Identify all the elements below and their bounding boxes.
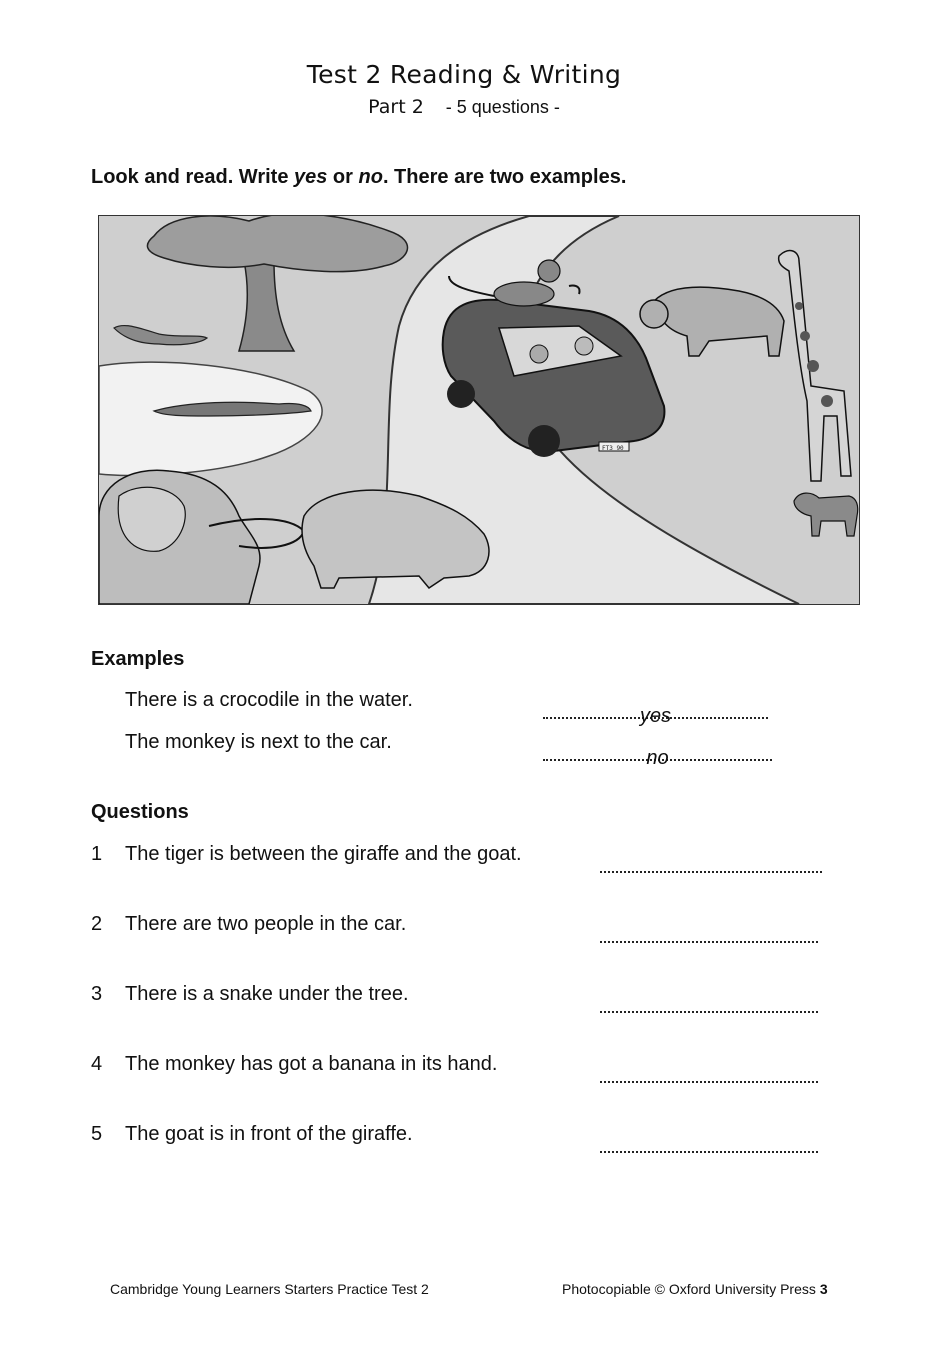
question-number: 4	[91, 1053, 103, 1075]
example-answer-line	[543, 705, 768, 727]
question-row	[91, 1123, 831, 1153]
question-number: 2	[91, 913, 103, 935]
question-text: There are two people in the car.	[125, 913, 407, 935]
example-answer-line	[543, 747, 772, 769]
instruction-word-no: no	[358, 166, 383, 188]
example-row	[91, 731, 831, 769]
question-row	[91, 1053, 831, 1083]
example-answer: yes	[639, 705, 672, 727]
license-plate: FT3 90	[602, 445, 624, 452]
questions-count: - 5 questions -	[445, 97, 560, 117]
examples-heading: Examples	[91, 648, 185, 670]
questions-heading: Questions	[91, 801, 189, 823]
footer-left: Cambridge Young Learners Starters Practice Test 2	[110, 1281, 429, 1297]
example-text: There is a crocodile in the water.	[125, 689, 413, 711]
answer-line[interactable]	[600, 1001, 818, 1013]
footer-copyright: Photocopiable © Oxford University Press	[562, 1281, 816, 1297]
answer-line[interactable]	[600, 861, 822, 873]
question-row	[91, 913, 831, 943]
question-text: The monkey has got a banana in its hand.	[125, 1053, 498, 1075]
question-text: There is a snake under the tree.	[125, 983, 409, 1005]
instruction	[91, 166, 626, 189]
page-subtitle	[0, 96, 928, 119]
answer-line[interactable]	[600, 931, 818, 943]
page-number: 3	[819, 1281, 828, 1297]
instruction-word-yes: yes	[294, 166, 328, 188]
instruction-tail: . There are two examples.	[382, 166, 627, 188]
answer-line[interactable]	[600, 1141, 818, 1153]
question-number: 5	[91, 1123, 103, 1145]
question-row	[91, 843, 831, 873]
example-row	[91, 689, 831, 727]
question-text: The goat is in front of the giraffe.	[125, 1123, 413, 1145]
answer-line[interactable]	[600, 1071, 818, 1083]
safari-illustration	[98, 215, 860, 605]
example-answer: no	[646, 747, 669, 769]
question-number: 3	[91, 983, 103, 1005]
part-label: Part 2	[368, 96, 424, 118]
example-text: The monkey is next to the car.	[125, 731, 392, 753]
question-number: 1	[91, 843, 103, 865]
question-row	[91, 983, 831, 1013]
instruction-middle: or	[327, 166, 359, 188]
footer-right	[562, 1281, 828, 1297]
page-title: Test 2 Reading & Writing	[306, 60, 622, 89]
instruction-lead: Look and read. Write	[91, 166, 294, 188]
question-text: The tiger is between the giraffe and the goat.	[125, 843, 522, 865]
